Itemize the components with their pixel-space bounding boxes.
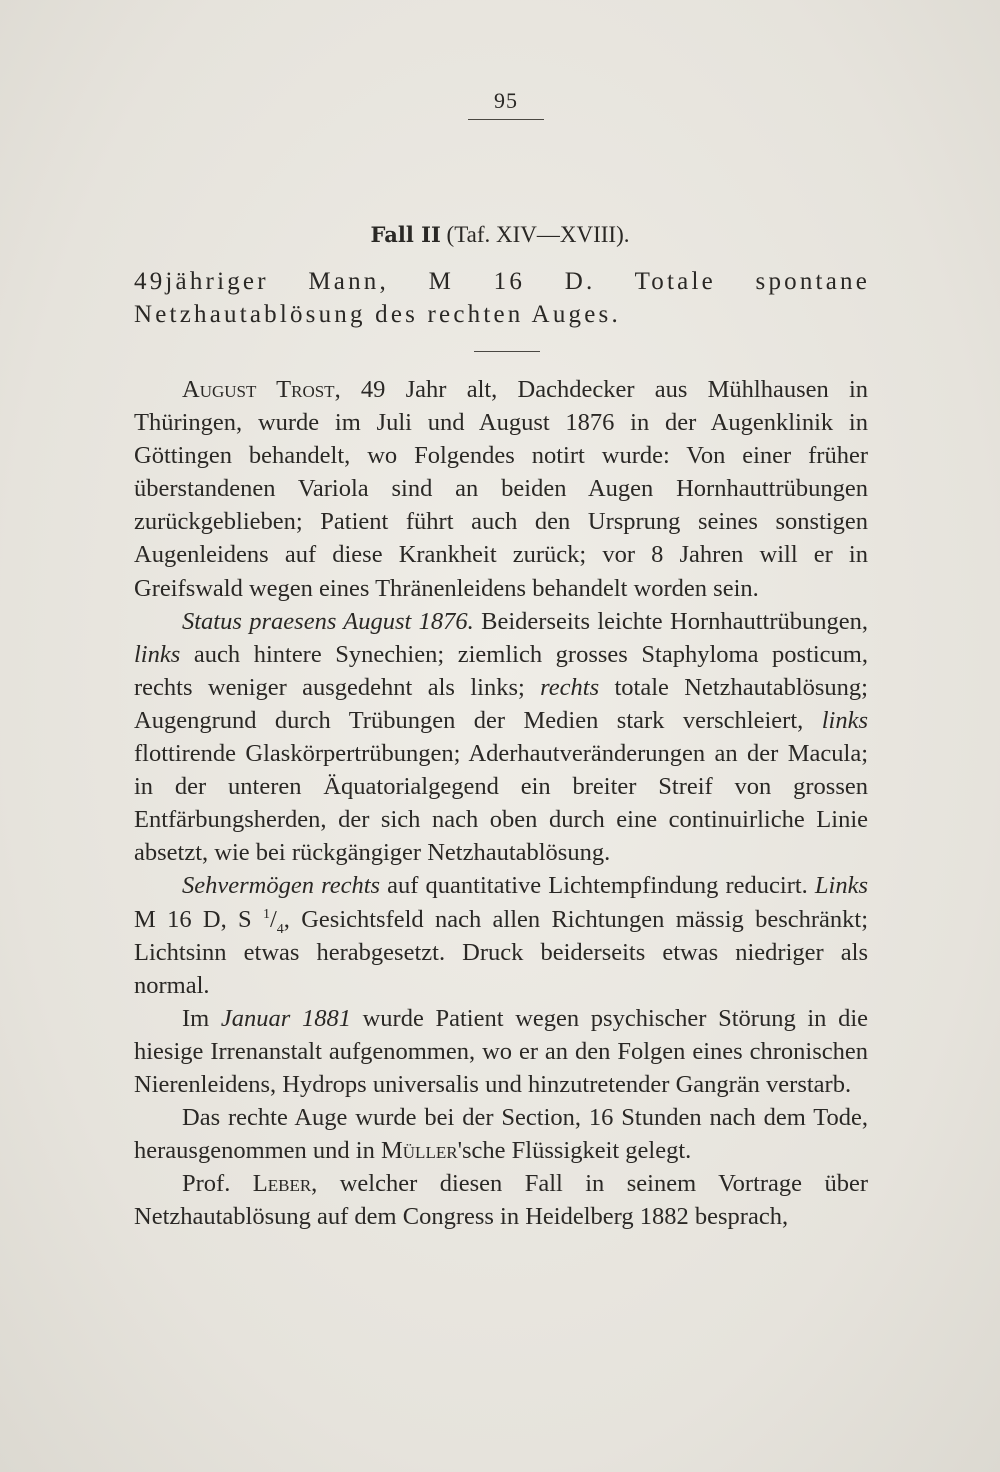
body-text xyxy=(134,373,868,1233)
case-heading-bold: Fall II xyxy=(370,222,441,247)
p4-text-1: Im xyxy=(182,1004,221,1032)
paragraph-1 xyxy=(134,373,868,605)
paragraph-3: Sehvermögen rechts auf quantitative Lichtempfindung reducirt. Links M 16 D, S $^1/_4$, Gesichtsfeld nach allen Richtungen mässig beschränkt; Lichtsinn etwas herabgesetzt. Druck beiderseits etwas niedriger als normal. xyxy=(134,872,869,999)
paragraph-1-text: , 49 Jahr alt, Dachdecker aus Mühlhausen in Thüringen, wurde im Juli und August 1876 in der Augenklinik in Göttingen behandelt, wo Folgendes notirt wurde: Von einer früher überstandenen Variola sind an beiden Augen Hornhauttrübungen zurückgeblieben; Patient führt auch den Ursprung seines sonstigen Augenleidens auf diese Krankheit zurück; vor 8 Jahren will er in Greifswald wegen eines Thränenleidens behandelt worden sein. xyxy=(134,376,869,602)
paragraph-6 xyxy=(134,1167,868,1233)
name-mueller: Müller xyxy=(381,1137,458,1165)
p2-text-4: flottirende Glaskörpertrübungen; Aderhautveränderungen an der Macula; in der unteren Äquatorialgegend ein breiter Streif von grossen Entfärbungsherden, der sich nach oben durch eine continuirliche Linie absetzt, wie bei rückgängiger Netzhautablösung. xyxy=(134,740,868,867)
p4-italic-date: Januar 1881 xyxy=(220,1004,351,1032)
page-number-rule xyxy=(468,119,544,120)
p2-italic-links: links xyxy=(134,640,181,668)
p6-text-2: , welcher diesen Fall in seinem Vortrage über Netzhautablösung auf dem Congress in Heidelberg 1882 besprach, xyxy=(134,1170,868,1231)
p2-italic-links-2: links xyxy=(821,706,868,734)
p5-text-2: 'sche Flüssigkeit gelegt. xyxy=(457,1137,692,1165)
p2-text-1: Beiderseits leichte Hornhauttrübungen, xyxy=(473,607,868,635)
p6-text-1: Prof. xyxy=(182,1170,253,1198)
section-divider xyxy=(474,351,540,352)
patient-name: August Trost xyxy=(182,376,335,403)
p5-text-1: Das rechte Auge wurde bei der Section, 16 Stunden nach dem Tode, herausgenommen und in xyxy=(134,1104,868,1165)
p2-text-3: totale Netzhautablösung; Augengrund durch Trübungen der Medien stark verschleiert, xyxy=(134,673,868,734)
p3-text-2: M 16 D, S xyxy=(134,905,263,933)
case-heading xyxy=(0,222,1000,248)
name-leber: Leber xyxy=(252,1170,312,1198)
p3-text-3: , Gesichtsfeld nach allen Richtungen mässig beschränkt; Lichtsinn etwas herabgesetzt. Druck beiderseits etwas niedriger als normal. xyxy=(134,905,869,999)
paragraph-2 xyxy=(134,605,868,870)
p3-text-1: auf quantitative Lichtempfindung reducirt. xyxy=(380,872,815,900)
p2-italic-rechts: rechts xyxy=(540,673,600,701)
p4-text-2: wurde Patient wegen psychischer Störung in die hiesige Irrenanstalt aufgenommen, wo er an den Folgen eines chronischen Nierenleidens, Hydrops universalis und hinzutretender Gangrän verstarb. xyxy=(134,1004,868,1098)
case-heading-plates: (Taf. XIV—XVIII). xyxy=(440,222,630,247)
page-number: 95 xyxy=(494,88,518,113)
p3-italic-links: Links xyxy=(814,872,868,900)
case-subtitle: 49jähriger Mann, M 16 D. Totale spontane Netzhautablösung des rechten Auges. xyxy=(134,268,870,328)
paragraph-5 xyxy=(134,1101,868,1167)
sehvermoegen: Sehvermögen rechts xyxy=(182,872,381,900)
p2-text-2: auch hintere Synechien; ziemlich grosses Staphyloma posticum, rechts weniger ausgedehnt als links; xyxy=(134,640,868,701)
fraction-numerator: 1 xyxy=(262,906,270,922)
status-praesens: Status praesens August 1876. xyxy=(182,607,474,635)
paragraph-4 xyxy=(134,1002,868,1101)
fraction-denominator: 4 xyxy=(276,921,284,937)
